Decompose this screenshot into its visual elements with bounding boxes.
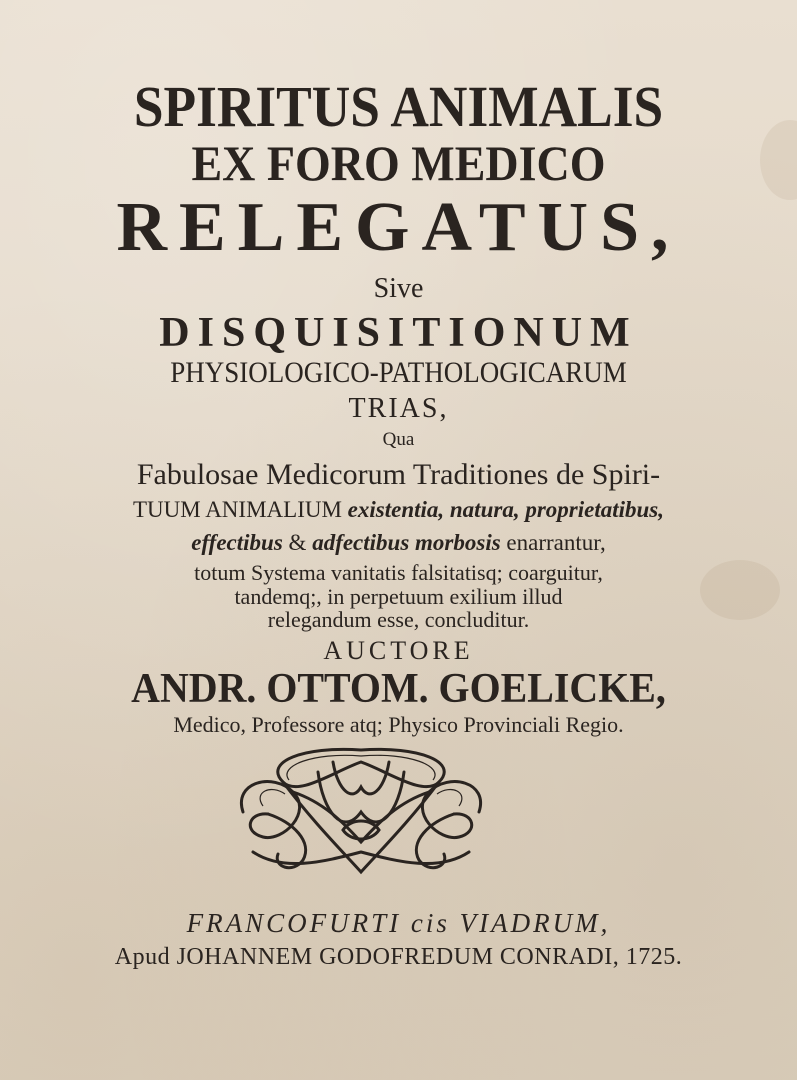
imprint-publisher: Apud JOHANNEM GODOFREDUM CONRADI, 1725. (114, 944, 683, 970)
title-line-1: SPIRITUS ANIMALIS (133, 74, 664, 139)
title-line-3: RELEGATUS, (116, 189, 681, 266)
author-titles: Medico, Professore atq; Physico Provinciali Regio. (173, 712, 624, 737)
description-line-3-italic-b: adfectibus morbosis (312, 530, 501, 555)
description-line-5: tandemq;, in perpetuum exilium illud (234, 584, 563, 609)
description-line-3-italic-a: effectibus (191, 530, 283, 555)
qua-text: Qua (382, 429, 415, 450)
description-line-4: totum Systema vanitatis falsitatisq; coarguitur, (194, 560, 603, 585)
description-line-2-roman: TUUM ANIMALIUM (133, 497, 348, 522)
description-line-3-roman: enarrantur, (500, 530, 606, 555)
ampersand: & (282, 530, 313, 555)
subtitle-line-1: DISQUISITIONUM (159, 310, 638, 356)
description-line-1: Fabulosae Medicorum Traditiones de Spiri- (136, 458, 661, 491)
auctore-label: AUCTORE (323, 636, 474, 665)
description-line-2-italic: existentia, natura, proprietatibus, (347, 497, 664, 522)
author-name: ANDR. OTTOM. GOELICKE, (131, 666, 666, 712)
subtitle-line-2: PHYSIOLOGICO-PATHOLOGICARUM (170, 356, 627, 389)
sive-text: Sive (373, 273, 424, 304)
description-line-6: relegandum esse, concluditur. (267, 607, 530, 632)
description-line-2 (0, 498, 797, 521)
title-line-2: EX FORO MEDICO (191, 135, 606, 191)
paper-stain (760, 120, 797, 200)
interlaced-monogram-ornament-icon (223, 742, 499, 880)
subtitle-line-3: TRIAS, (348, 393, 449, 424)
imprint-place: FRANCOFURTI cis VIADRUM, (186, 908, 611, 938)
description-line-3 (0, 531, 797, 554)
